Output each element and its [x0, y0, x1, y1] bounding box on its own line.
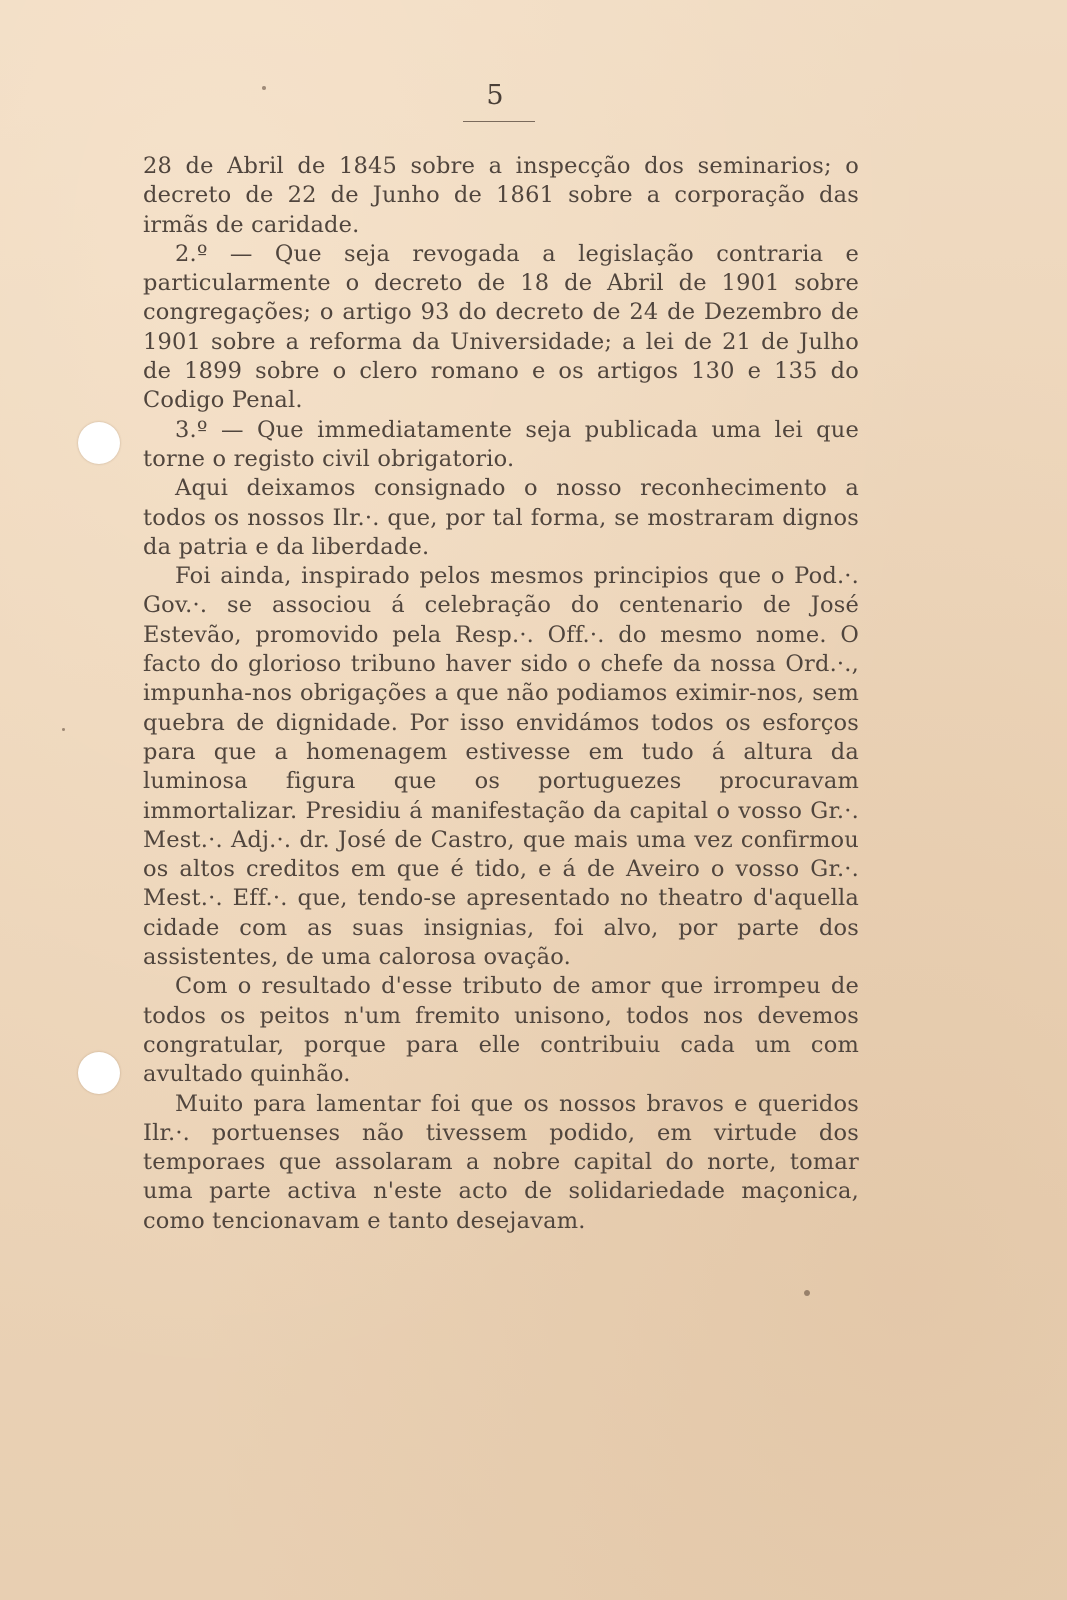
paragraph: Aqui deixamos consignado o nosso reconhecimento a todos os nossos Ilr.·. que, por tal forma, se mostraram dignos da patria e da liberdade. — [143, 475, 859, 560]
paper-speck — [804, 1290, 810, 1296]
punch-hole-bottom — [78, 1052, 120, 1094]
paragraph: 2.º — Que seja revogada a legislação contraria e particularmente o decreto de 18 de Abril de 1901 sobre congregações; o artigo 93 do decreto de 24 de Dezembro de 1901 sobre a reforma da Universidade; a lei de 21 de Julho de 1899 sobre o clero romano e os artigos 130 e 135 do Codigo Penal. — [143, 240, 859, 414]
paper-speck — [62, 728, 65, 731]
paragraph: Foi ainda, inspirado pelos mesmos principios que o Pod.·. Gov.·. se associou á celebração do centenario de José Estevão, promovido pela Resp.·. Off.·. do mesmo nome. O facto do glorioso tribuno haver sido o chefe da nossa Ord.·., impunha-nos obrigações a que não podiamos eximir-nos, sem quebra de dignidade. Por isso envidámos todos os esforços para que a homenagem estivesse em tudo á altura da luminosa figura que os portuguezes procuravam immortalizar. Presidiu á manifestação da capital o vosso Gr.·. Mest.·. Adj.·. dr. José de Castro, que mais uma vez confirmou os altos creditos em que é tido, e á de Aveiro o vosso Gr.·. Mest.·. Eff.·. que, tendo-se apresentado no theatro d'aquella cidade com as suas insignias, foi alvo, por parte dos assistentes, de uma calorosa ovação. — [143, 563, 859, 971]
page-number-rule — [463, 121, 535, 122]
paper-speck — [262, 86, 266, 90]
page-number: 5 — [486, 80, 504, 111]
paragraph: 28 de Abril de 1845 sobre a inspecção dos seminarios; o decreto de 22 de Junho de 1861 sobre a corporação das irmãs de caridade. — [143, 153, 859, 238]
paragraph: Com o resultado d'esse tributo de amor que irrompeu de todos os peitos n'um fremito unisono, todos nos devemos congratular, porque para elle contribuiu cada um com avultado quinhão. — [143, 973, 859, 1088]
paragraph: Muito para lamentar foi que os nossos bravos e queridos Ilr.·. portuenses não tivessem podido, em virtude dos temporaes que assolaram a nobre capital do norte, tomar uma parte activa n'este acto de solidariedade maçonica, como tencionavam e tanto desejavam. — [143, 1090, 859, 1234]
body-text — [143, 152, 859, 1236]
punch-hole-top — [78, 422, 120, 464]
paragraph: 3.º — Que immediatamente seja publicada uma lei que torne o registo civil obrigatorio. — [143, 416, 859, 472]
